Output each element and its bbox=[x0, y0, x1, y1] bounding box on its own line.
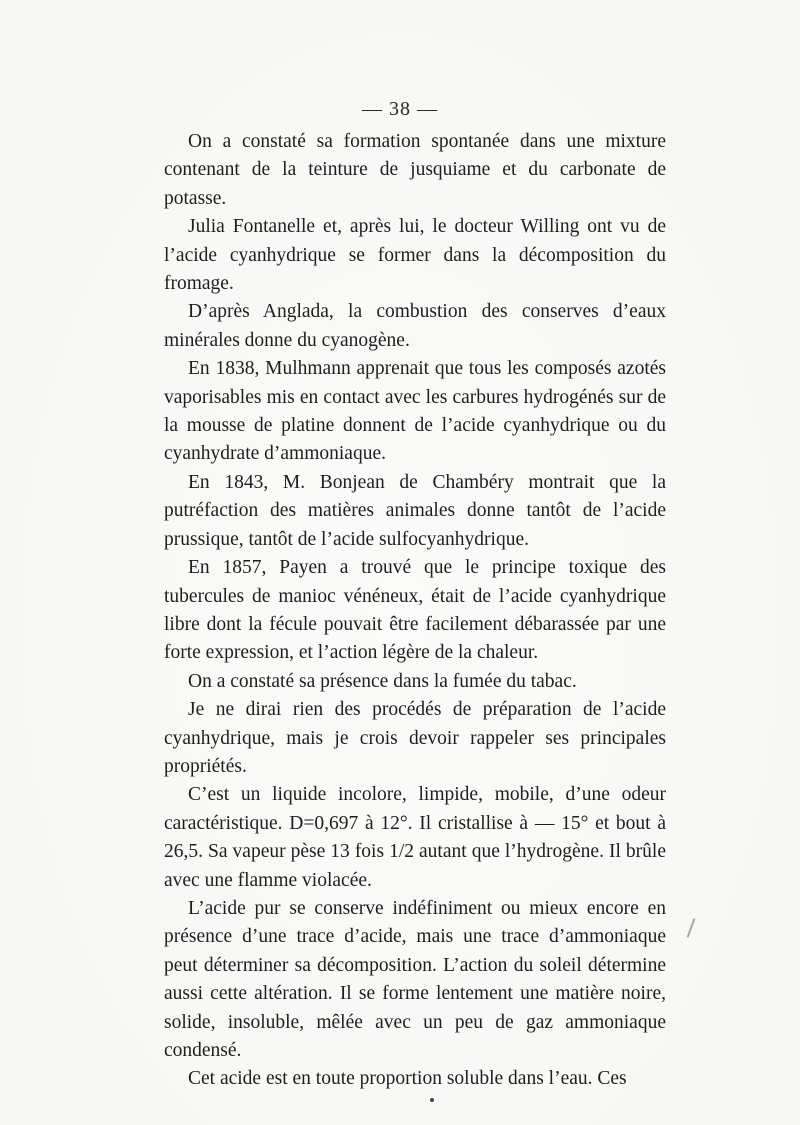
paragraph: En 1838, Mulhmann apprenait que tous les composés azotés vaporisables mis en contact avec les carbures hydrogénés sur de la mousse de platine donnent de l’acide cyanhydrique ou du cyanhydrate d’ammoniaque. bbox=[164, 358, 666, 465]
paragraph: D’après Anglada, la combustion des conserves d’eaux minérales donne du cyanogène. bbox=[164, 301, 666, 351]
paragraph: En 1857, Payen a trouvé que le principe toxique des tubercules de manioc vénéneux, était de l’acide cyanhydrique libre dont la fécule pouvait être facilement débarassée par une forte expression, et l’action légère de la chaleur. bbox=[164, 557, 666, 664]
paragraph: Julia Fontanelle et, après lui, le docteur Willing ont vu de l’acide cyanhydrique se former dans la décomposition du fromage. bbox=[164, 216, 666, 295]
margin-mark bbox=[687, 918, 696, 937]
paragraph: On a constaté sa formation spontanée dans une mixture contenant de la teinture de jusquiame et du carbonate de potasse. bbox=[164, 131, 666, 209]
page-number: — 38 — bbox=[362, 98, 438, 120]
paragraph: On a constaté sa présence dans la fumée du tabac. bbox=[188, 670, 577, 692]
paragraph: C’est un liquide incolore, limpide, mobile, d’une odeur caractéristique. D=0,697 à 12°. Il cristallise à — 15° et bout à 26,5. Sa vapeur pèse 13 fois 1/2 autant que l’hydrogène. Il brûle avec une flamme violacée. bbox=[164, 784, 666, 891]
paragraph: Cet acide est en toute proportion soluble dans l’eau. Ces bbox=[188, 1068, 627, 1090]
paragraph: En 1843, M. Bonjean de Chambéry montrait que la putréfaction des matières animales donne tantôt de l’acide prussique, tantôt de l’acide sulfocyanhydrique. bbox=[164, 471, 666, 550]
page-body bbox=[164, 128, 666, 1094]
ink-dot bbox=[430, 1098, 434, 1102]
paragraph: L’acide pur se conserve indéfiniment ou mieux encore en présence d’une trace d’acide, mais une trace d’ammoniaque peut déterminer sa décomposition. L’action du soleil détermine aussi cette altération. Il se forme lentement une matière noire, solide, insoluble, mêlée avec un peu de gaz ammoniaque condensé. bbox=[164, 897, 666, 1061]
paragraph: Je ne dirai rien des procédés de préparation de l’acide cyanhydrique, mais je crois devoir rappeler ses principales propriétés. bbox=[164, 699, 666, 777]
